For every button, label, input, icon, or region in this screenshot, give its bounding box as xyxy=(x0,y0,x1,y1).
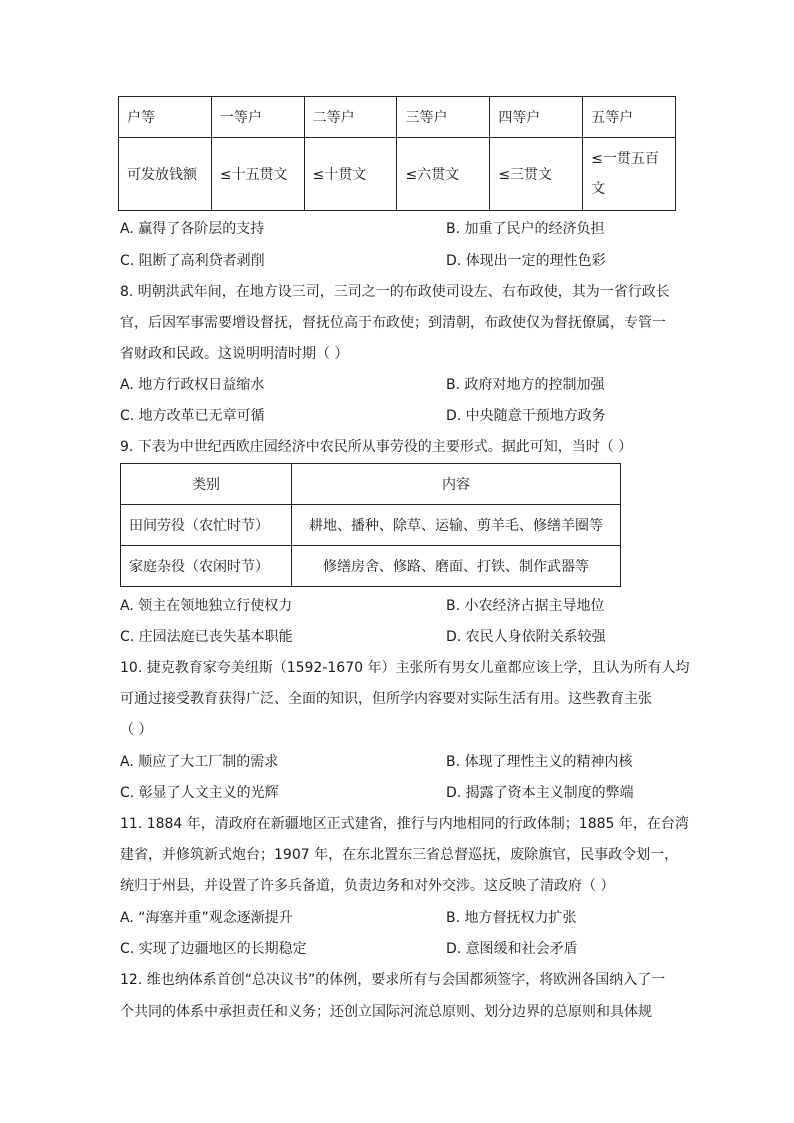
manor-labor-table xyxy=(120,463,621,587)
q11-stem-line-3: 统归于州县，并设置了许多兵备道，负责边务和对外交涉。这反映了清政府（ ） xyxy=(120,878,615,894)
table-cell: ≤十贯文 xyxy=(304,138,397,211)
table-cell: 五等户 xyxy=(583,97,676,138)
table-cell: ≤十五贯文 xyxy=(211,138,304,211)
q7-option-b[interactable]: B. 加重了民户的经济负担 xyxy=(446,221,605,237)
table-cell: ≤一贯五百文 xyxy=(583,138,676,211)
q10-option-a[interactable]: A. 顺应了大工厂制的需求 xyxy=(120,754,279,770)
q11-option-b[interactable]: B. 地方督抚权力扩张 xyxy=(446,910,577,926)
table-cell: ≤三贯文 xyxy=(490,138,583,211)
table-row xyxy=(121,505,621,546)
table-cell: ≤六贯文 xyxy=(397,138,490,211)
q8-option-c[interactable]: C. 地方改革已无章可循 xyxy=(120,408,265,424)
table-cell: 户等 xyxy=(119,97,212,138)
table-row xyxy=(119,97,676,138)
q8-stem-line-1: 8. 明朝洪武年间，在地方设三司，三司之一的布政使司设左、右布政使，其为一省行政长 xyxy=(120,284,670,300)
q9-option-a[interactable]: A. 领主在领地独立行使权力 xyxy=(120,598,293,614)
table-cell: 三等户 xyxy=(397,97,490,138)
q10-option-c[interactable]: C. 彰显了人文主义的光辉 xyxy=(120,785,279,801)
table-cell: 二等户 xyxy=(304,97,397,138)
table-header-cell: 内容 xyxy=(292,464,621,505)
q10-stem-line-1: 10. 捷克教育家夸美纽斯（1592-1670 年）主张所有男女儿童都应该上学，且认为所有人均 xyxy=(120,660,690,676)
table-cell: 田间劳役（农忙时节） xyxy=(121,505,292,546)
q9-option-b[interactable]: B. 小农经济占据主导地位 xyxy=(446,598,605,614)
q7-option-d[interactable]: D. 体现出一定的理性色彩 xyxy=(446,253,606,269)
table-cell: 四等户 xyxy=(490,97,583,138)
household-loan-table xyxy=(118,96,676,211)
table-cell: 耕地、播种、除草、运输、剪羊毛、修缮羊圈等 xyxy=(292,505,621,546)
q10-stem-line-2: 可通过接受教育获得广泛、全面的知识，但所学内容要对实际生活有用。这些教育主张 xyxy=(120,691,652,707)
q10-option-b[interactable]: B. 体现了理性主义的精神内核 xyxy=(446,754,633,770)
q9-stem-line-1: 9. 下表为中世纪西欧庄园经济中农民所从事劳役的主要形式。据此可知，当时（ ） xyxy=(120,439,633,455)
q8-option-b[interactable]: B. 政府对地方的控制加强 xyxy=(446,377,605,393)
q11-option-c[interactable]: C. 实现了边疆地区的长期稳定 xyxy=(120,941,307,957)
table-row xyxy=(121,546,621,587)
q11-stem-line-2: 建省，并修筑新式炮台；1907 年，在东北置东三省总督巡抚，废除旗官，民事政令划一， xyxy=(120,847,679,863)
table-header-row xyxy=(121,464,621,505)
q11-option-a[interactable]: A. “海塞并重”观念逐渐提升 xyxy=(120,910,293,926)
q7-option-a[interactable]: A. 赢得了各阶层的支持 xyxy=(120,221,265,237)
q9-option-c[interactable]: C. 庄园法庭已丧失基本职能 xyxy=(120,629,293,645)
q8-option-a[interactable]: A. 地方行政权日益缩水 xyxy=(120,377,265,393)
q8-stem-line-3: 省财政和民政。这说明明清时期（ ） xyxy=(120,346,349,362)
table-cell: 可发放钱额 xyxy=(119,138,212,211)
q11-option-d[interactable]: D. 意图缓和社会矛盾 xyxy=(446,941,578,957)
table-row xyxy=(119,138,676,211)
q9-option-d[interactable]: D. 农民人身依附关系较强 xyxy=(446,629,606,645)
q8-stem-line-2: 官，后因军事需要增设督抚，督抚位高于布政使；到清朝，布政使仅为督抚僚属，专管一 xyxy=(120,315,666,331)
q12-stem-line-1: 12. 维也纳体系首创“总决议书”的体例，要求所有与会国都须签字，将欧洲各国纳入了一 xyxy=(120,972,666,988)
table-cell: 家庭杂役（农闲时节） xyxy=(121,546,292,587)
q10-option-d[interactable]: D. 揭露了资本主义制度的弊端 xyxy=(446,785,634,801)
q10-stem-line-3: （ ） xyxy=(120,722,153,738)
q11-stem-line-1: 11. 1884 年，清政府在新疆地区正式建省，推行与内地相同的行政体制；1885 年，在台湾 xyxy=(120,816,689,832)
q12-stem-line-2: 个共同的体系中承担责任和义务；还创立国际河流总原则、划分边界的总原则和具体规 xyxy=(120,1004,652,1020)
table-header-cell: 类别 xyxy=(121,464,292,505)
q7-option-c[interactable]: C. 阻断了高利贷者剥削 xyxy=(120,253,265,269)
table-cell: 修缮房舍、修路、磨面、打铁、制作武器等 xyxy=(292,546,621,587)
q8-option-d[interactable]: D. 中央随意干预地方政务 xyxy=(446,408,606,424)
table-cell: 一等户 xyxy=(211,97,304,138)
